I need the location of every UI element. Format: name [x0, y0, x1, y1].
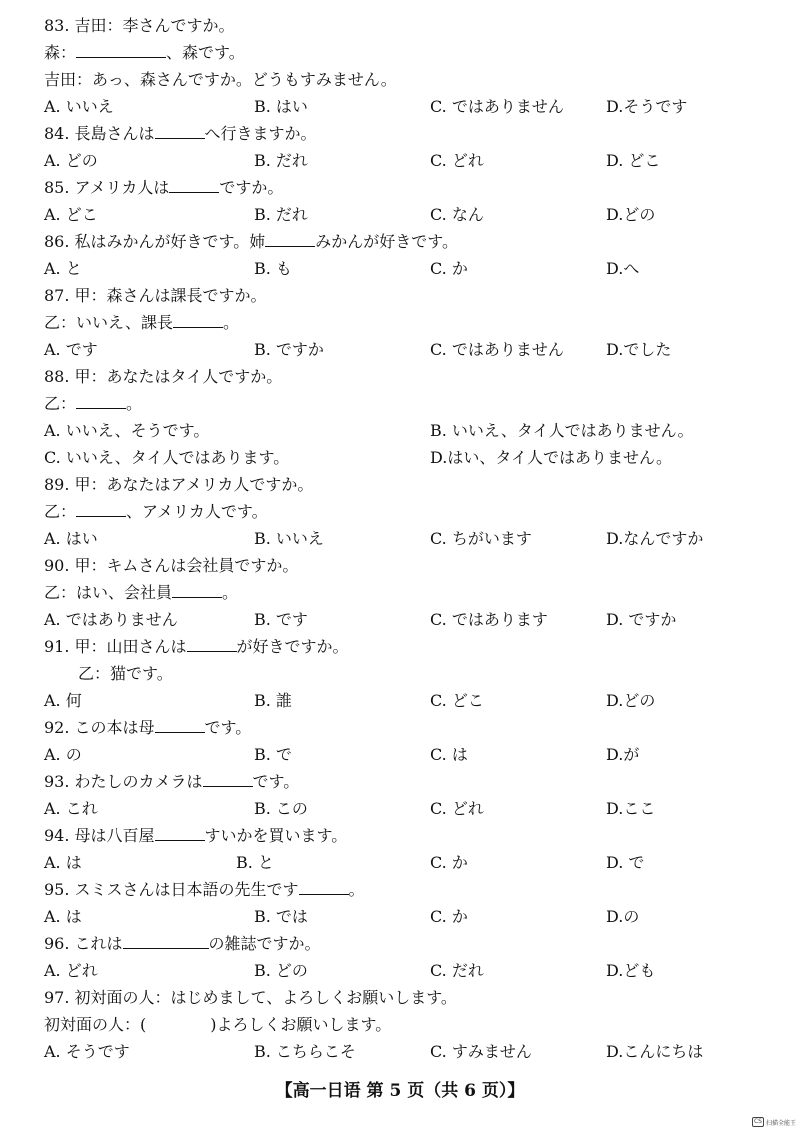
question-90-options [44, 607, 764, 633]
option-d: D.こんにちは [606, 1042, 704, 1061]
question-89-stem: 89. 甲：あなたはアメリカ人ですか。 [44, 475, 314, 494]
option-b: B. いいえ [254, 529, 324, 548]
option-c: C. どこ [430, 691, 484, 710]
answer-blank [155, 823, 205, 841]
question-86-options [44, 256, 764, 282]
option-c: C. ではあります [430, 610, 548, 629]
answer-blank [265, 229, 315, 247]
scanner-logo-text: 扫描全能王 [765, 1119, 796, 1127]
option-b: B. も [254, 259, 292, 278]
question-87-line2: 乙：いいえ、課長 。 [44, 310, 764, 336]
option-b: B. こちらこそ [254, 1042, 356, 1061]
question-91-stem: 91. 甲：山田さんは が好きですか。 [44, 634, 764, 660]
question-86-stem: 86. 私はみかんが好きです。姉 みかんが好きです。 [44, 229, 764, 255]
option-b: B. 誰 [254, 691, 292, 710]
option-b: B. はい [254, 97, 308, 116]
option-d: D.どの [606, 205, 656, 224]
question-92-options [44, 742, 764, 768]
option-c: C. ではありません [430, 97, 564, 116]
option-d: D.ここ [606, 799, 656, 818]
question-88-options-row1 [44, 418, 764, 444]
option-c: C. だれ [430, 961, 484, 980]
question-96-stem: 96. これは の雑誌ですか。 [44, 931, 764, 957]
option-b: B. この [254, 799, 308, 818]
option-c: C. か [430, 853, 468, 872]
question-90-stem: 90. 甲：キムさんは会社員ですか。 [44, 556, 299, 575]
option-a: A. いいえ [44, 97, 114, 116]
question-83-line3: 吉田：あっ、森さんですか。どうもすみません。 [44, 70, 397, 89]
option-c: C. どれ [430, 151, 484, 170]
question-93-options [44, 796, 764, 822]
question-88-options-row2 [44, 445, 764, 471]
question-83-stem: 83. 吉田：李さんですか。 [44, 16, 235, 35]
answer-blank [203, 769, 253, 787]
question-87-options [44, 337, 764, 363]
option-c: C. か [430, 907, 468, 926]
option-a: A. は [44, 907, 82, 926]
option-d: D.ども [606, 961, 656, 980]
option-d: D.どの [606, 691, 656, 710]
option-d: D.はい、タイ人ではありません。 [430, 448, 672, 467]
question-97-line2: 初対面の人：( )よろしくお願いします。 [44, 1015, 392, 1034]
option-d: D. どこ [606, 151, 661, 170]
answer-blank [76, 40, 166, 58]
option-d: D.でした [606, 340, 672, 359]
option-c: C. いいえ、タイ人ではあります。 [44, 448, 290, 467]
question-96-options [44, 958, 764, 984]
answer-blank [173, 310, 223, 328]
option-a: A. どこ [44, 205, 98, 224]
question-85-stem: 85. アメリカ人は ですか。 [44, 175, 764, 201]
question-89-line2: 乙： 、アメリカ人です。 [44, 499, 764, 525]
question-94-options [44, 850, 764, 876]
question-85-options [44, 202, 764, 228]
question-88-line2: 乙： 。 [44, 391, 764, 417]
question-92-stem: 92. この本は母 です。 [44, 715, 764, 741]
answer-blank [155, 715, 205, 733]
page-footer: 【高一日语 第 5 页（共 6 页）】 [275, 1081, 525, 1101]
option-a: A. 何 [44, 691, 82, 710]
option-d: D.なんですか [606, 529, 704, 548]
question-84-stem: 84. 長島さんは へ行きますか。 [44, 121, 764, 147]
option-a: A. そうです [44, 1042, 130, 1061]
option-c: C. か [430, 259, 468, 278]
option-b: B. だれ [254, 151, 308, 170]
option-d: D.の [606, 907, 640, 926]
scanner-watermark [752, 1115, 796, 1129]
option-b: B. では [254, 907, 308, 926]
answer-blank [76, 499, 126, 517]
question-89-options [44, 526, 764, 552]
option-c: C. どれ [430, 799, 484, 818]
option-b: B. と [236, 853, 274, 872]
question-91-line2: 乙：猫です。 [78, 664, 173, 683]
answer-blank [169, 175, 219, 193]
option-a: A. ではありません [44, 610, 178, 629]
question-87-stem: 87. 甲：森さんは課長ですか。 [44, 286, 267, 305]
option-c: C. すみません [430, 1042, 532, 1061]
answer-blank [123, 931, 209, 949]
option-d: D.へ [606, 259, 640, 278]
option-b: B. で [254, 745, 292, 764]
question-84-options [44, 148, 764, 174]
option-a: A. の [44, 745, 82, 764]
answer-blank [172, 580, 222, 598]
option-c: C. は [430, 745, 468, 764]
option-b: B. です [254, 610, 308, 629]
question-97-stem: 97. 初対面の人：はじめまして、よろしくお願いします。 [44, 988, 457, 1007]
option-a: A. どの [44, 151, 98, 170]
option-a: A. はい [44, 529, 98, 548]
option-a: A. です [44, 340, 98, 359]
option-b: B. どの [254, 961, 308, 980]
option-a: A. これ [44, 799, 98, 818]
question-94-stem: 94. 母は八百屋 すいかを買います。 [44, 823, 764, 849]
question-93-stem: 93. わたしのカメラは です。 [44, 769, 764, 795]
question-95-stem: 95. スミスさんは日本語の先生です 。 [44, 877, 764, 903]
question-88-stem: 88. 甲：あなたはタイ人ですか。 [44, 367, 283, 386]
question-83-line2: 森： 、森です。 [44, 40, 764, 66]
option-c: C. ちがいます [430, 529, 532, 548]
answer-blank [187, 634, 237, 652]
option-a: A. どれ [44, 961, 98, 980]
option-d: D.そうです [606, 97, 688, 116]
option-d: D. で [606, 853, 645, 872]
option-d: D.が [606, 745, 640, 764]
question-95-options [44, 904, 764, 930]
answer-blank [299, 877, 349, 895]
question-90-line2: 乙：はい、会社員 。 [44, 580, 764, 606]
option-d: D. ですか [606, 610, 677, 629]
option-b: B. ですか [254, 340, 324, 359]
option-c: C. なん [430, 205, 484, 224]
option-c: C. ではありません [430, 340, 564, 359]
option-b: B. だれ [254, 205, 308, 224]
question-91-options [44, 688, 764, 714]
scanner-logo-icon: CS [753, 1118, 762, 1125]
question-83-options [44, 94, 764, 120]
answer-blank [155, 121, 205, 139]
option-b: B. いいえ、タイ人ではありません。 [430, 421, 694, 440]
option-a: A. いいえ、そうです。 [44, 421, 210, 440]
question-97-options [44, 1039, 764, 1065]
answer-blank [76, 391, 126, 409]
option-a: A. と [44, 259, 82, 278]
option-a: A. は [44, 853, 82, 872]
